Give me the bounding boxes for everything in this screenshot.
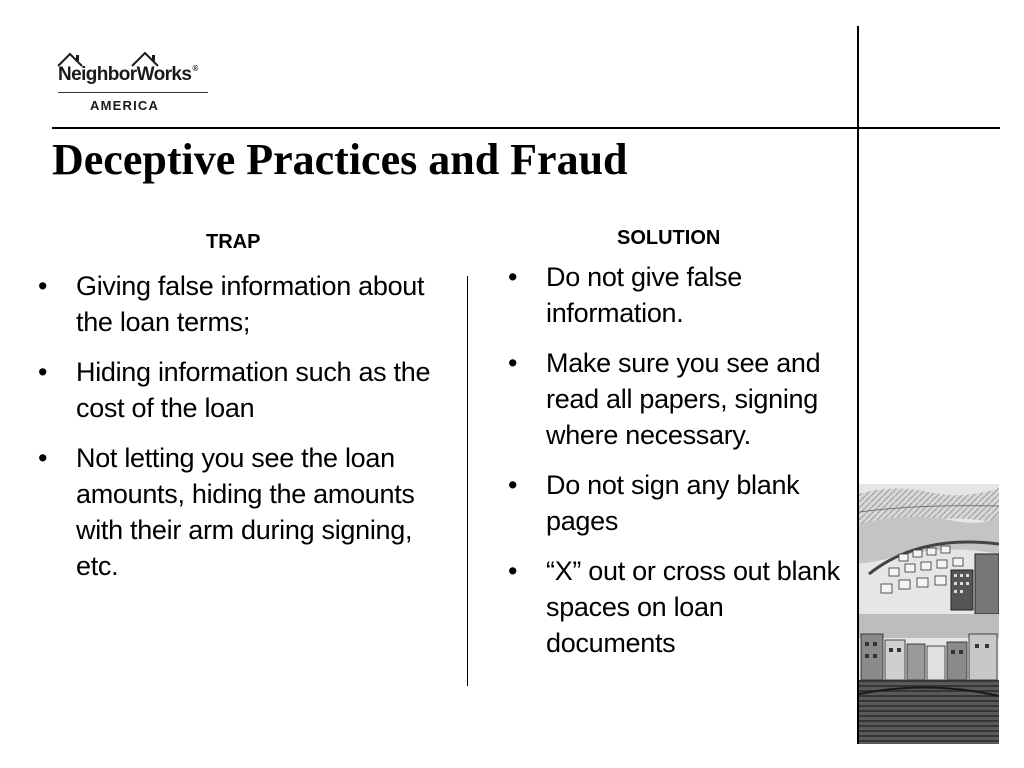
bullet-icon: • xyxy=(508,262,518,292)
trap-list xyxy=(36,268,456,598)
solution-list xyxy=(506,259,854,675)
trap-item xyxy=(36,268,456,340)
frame-horizontal-line xyxy=(52,127,1000,129)
logo-rule xyxy=(58,92,208,93)
bullet-icon: • xyxy=(508,556,518,586)
bullet-icon: • xyxy=(38,357,48,387)
logo-subtitle: AMERICA xyxy=(90,98,160,113)
trap-item xyxy=(36,354,456,426)
solution-item-text: Make sure you see and read all papers, signing where necessary. xyxy=(546,348,821,450)
solution-item-text: Do not sign any blank pages xyxy=(546,470,800,536)
trap-item-text: Hiding information such as the cost of the loan xyxy=(76,357,431,423)
solution-item-text: “X” out or cross out blank spaces on loan documents xyxy=(546,556,840,658)
trap-item xyxy=(36,440,456,584)
trap-heading: TRAP xyxy=(206,231,261,253)
neighborworks-logo xyxy=(56,48,216,120)
town-illustration-icon xyxy=(859,484,999,744)
slide-title: Deceptive Practices and Fraud xyxy=(52,135,628,184)
solution-heading: SOLUTION xyxy=(617,227,721,249)
solution-item xyxy=(506,259,854,331)
solution-item xyxy=(506,553,854,661)
solution-item-text: Do not give false information. xyxy=(546,262,743,328)
bullet-icon: • xyxy=(508,348,518,378)
trap-item-text: Not letting you see the loan amounts, hiding the amounts with their arm during signing, etc. xyxy=(76,443,415,581)
column-divider xyxy=(467,276,468,686)
bullet-icon: • xyxy=(508,470,518,500)
bullet-icon: • xyxy=(38,271,48,301)
town-landscape-illustration xyxy=(859,484,999,744)
solution-item xyxy=(506,467,854,539)
logo-name: NeighborWorks® xyxy=(58,64,198,85)
bullet-icon: • xyxy=(38,443,48,473)
trap-item-text: Giving false information about the loan terms; xyxy=(76,271,425,337)
solution-item xyxy=(506,345,854,453)
